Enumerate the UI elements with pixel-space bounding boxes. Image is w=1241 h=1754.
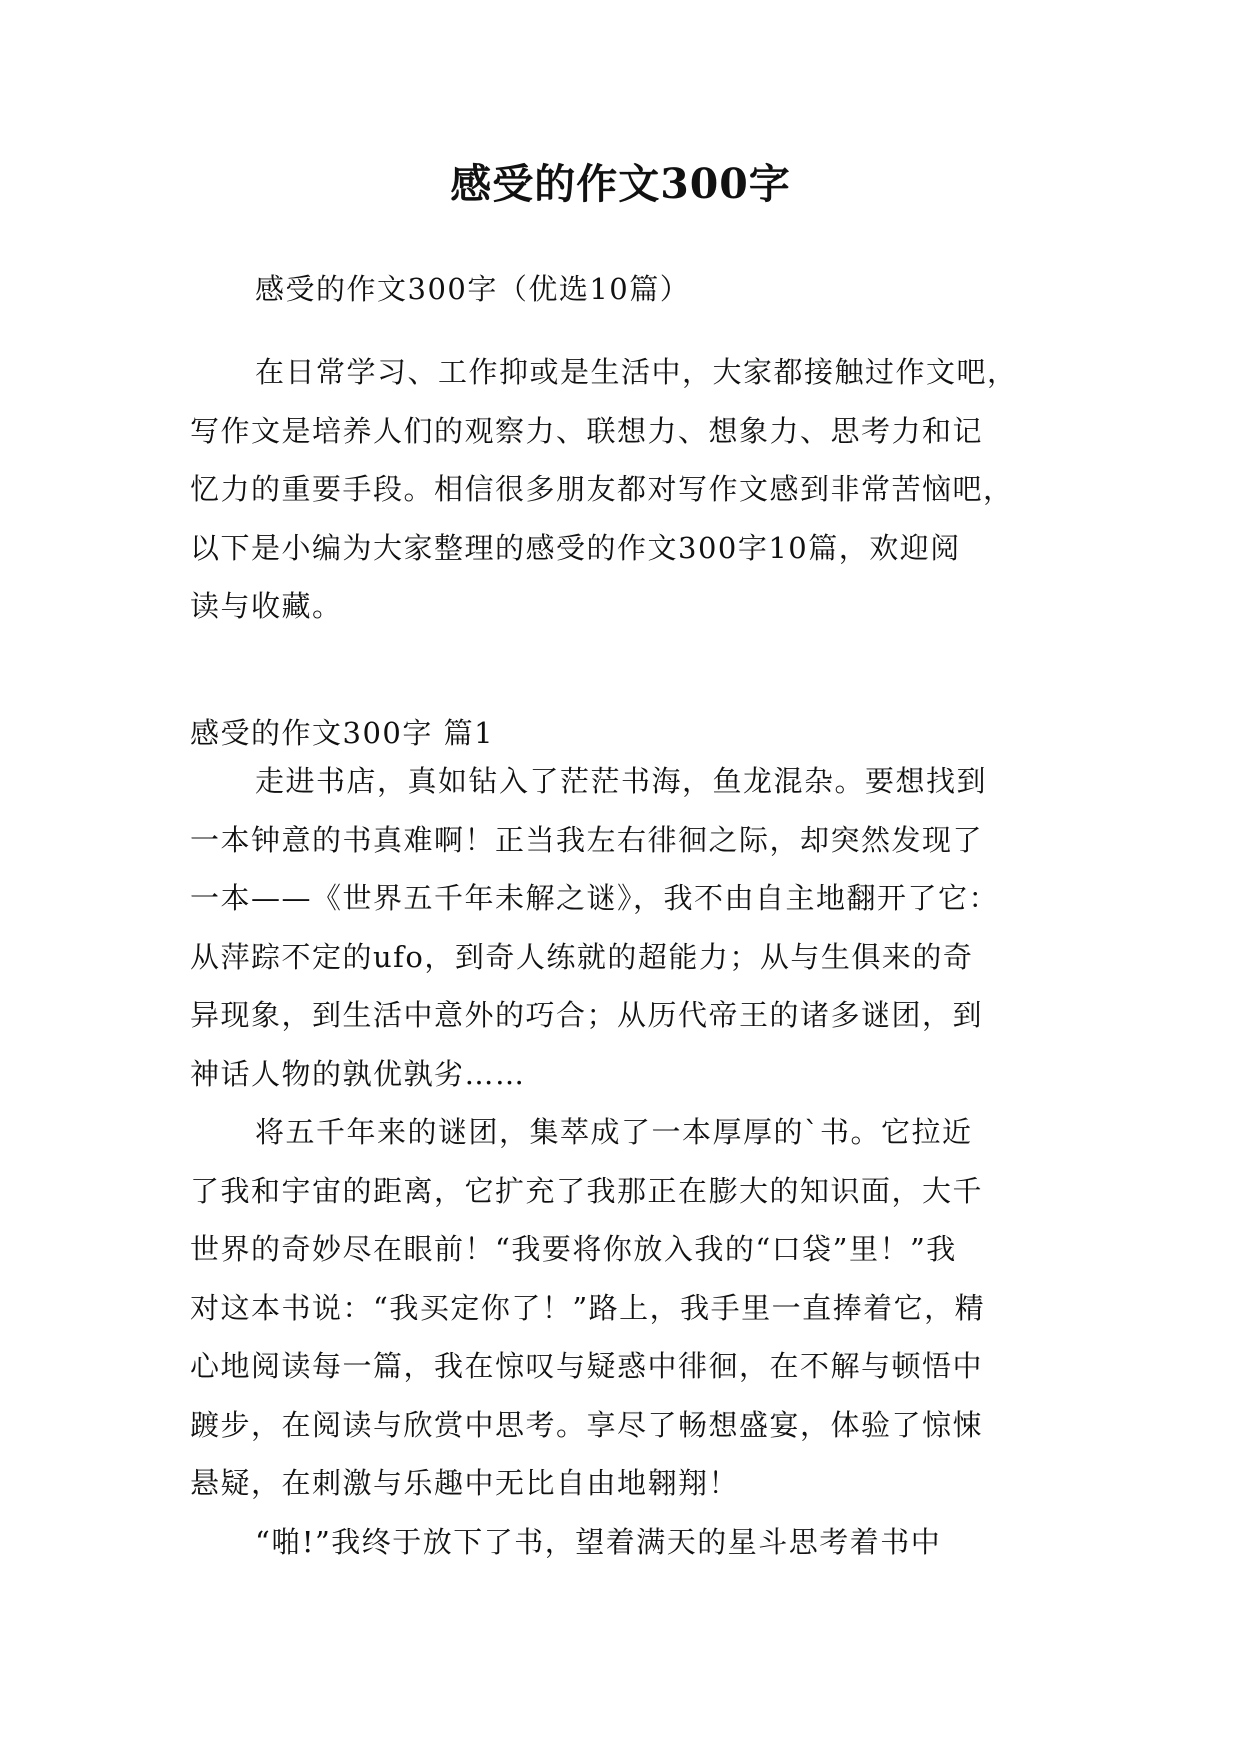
paragraph-line: 读与收藏。 [190,589,343,623]
paragraph-line: 世界的奇妙尽在眼前！“我要将你放入我的“口袋”里！”我 [190,1232,957,1266]
paragraph-line: 对这本书说：“我买定你了！”路上，我手里一直捧着它，精 [190,1290,986,1325]
paragraph-line: 心地阅读每一篇，我在惊叹与疑惑中徘徊，在不解与顿悟中 [190,1349,984,1383]
paragraph-line: 踱步，在阅读与欣赏中思考。享尽了畅想盛宴，体验了惊悚 [190,1407,984,1442]
paragraph-line: 异现象，到生活中意外的巧合；从历代帝王的诸多谜团，到 [190,998,984,1032]
subtitle [190,260,1052,319]
paragraph-line: 了我和宇宙的距离，它扩充了我那正在膨大的知识面，大千 [190,1173,984,1208]
subtitle-line: 感受的作文300字（优选10篇） [255,272,691,306]
paragraph-line: “啪!”我终于放下了书，望着满天的星斗思考着书中 [255,1525,942,1559]
paragraph-line: 以下是小编为大家整理的感受的作文300字10篇，欢迎阅 [190,530,961,565]
paragraph-line: 一本——《世界五千年未解之谜》，我不由自主地翻开了它： [190,881,1000,915]
essay-paragraph-3 [190,1513,1052,1572]
paragraph-line: 在日常学习、工作抑或是生活中，大家都接触过作文吧， [255,355,1018,389]
paragraph-line: 忆力的重要手段。相信很多朋友都对写作文感到非常苦恼吧， [190,472,1014,506]
paragraph-line: 一本钟意的书真难啊！正当我左右徘徊之际，却突然发现了 [190,822,984,857]
paragraph-line: 走进书店，真如钻入了茫茫书海，鱼龙混杂。要想找到 [255,764,988,798]
section-heading-text: 感受的作文300字 篇1 [190,716,495,750]
paragraph-line: 写作文是培养人们的观察力、联想力、想象力、思考力和记 [190,413,984,448]
paragraph-line: 悬疑，在刺激与乐趣中无比自由地翱翔！ [190,1466,740,1500]
essay-paragraph-1 [190,752,1052,1103]
intro-paragraph [190,343,1052,636]
essay-paragraph-2 [190,1103,1052,1513]
paragraph-line: 从萍踪不定的ufo，到奇人练就的超能力；从与生俱来的奇 [190,939,974,974]
paragraph-line: 将五千年来的谜团，集萃成了一本厚厚的`书。它拉近 [255,1115,973,1149]
paragraph-line: 神话人物的孰优孰劣…… [190,1056,526,1091]
page-title: 感受的作文300字 [450,160,791,208]
